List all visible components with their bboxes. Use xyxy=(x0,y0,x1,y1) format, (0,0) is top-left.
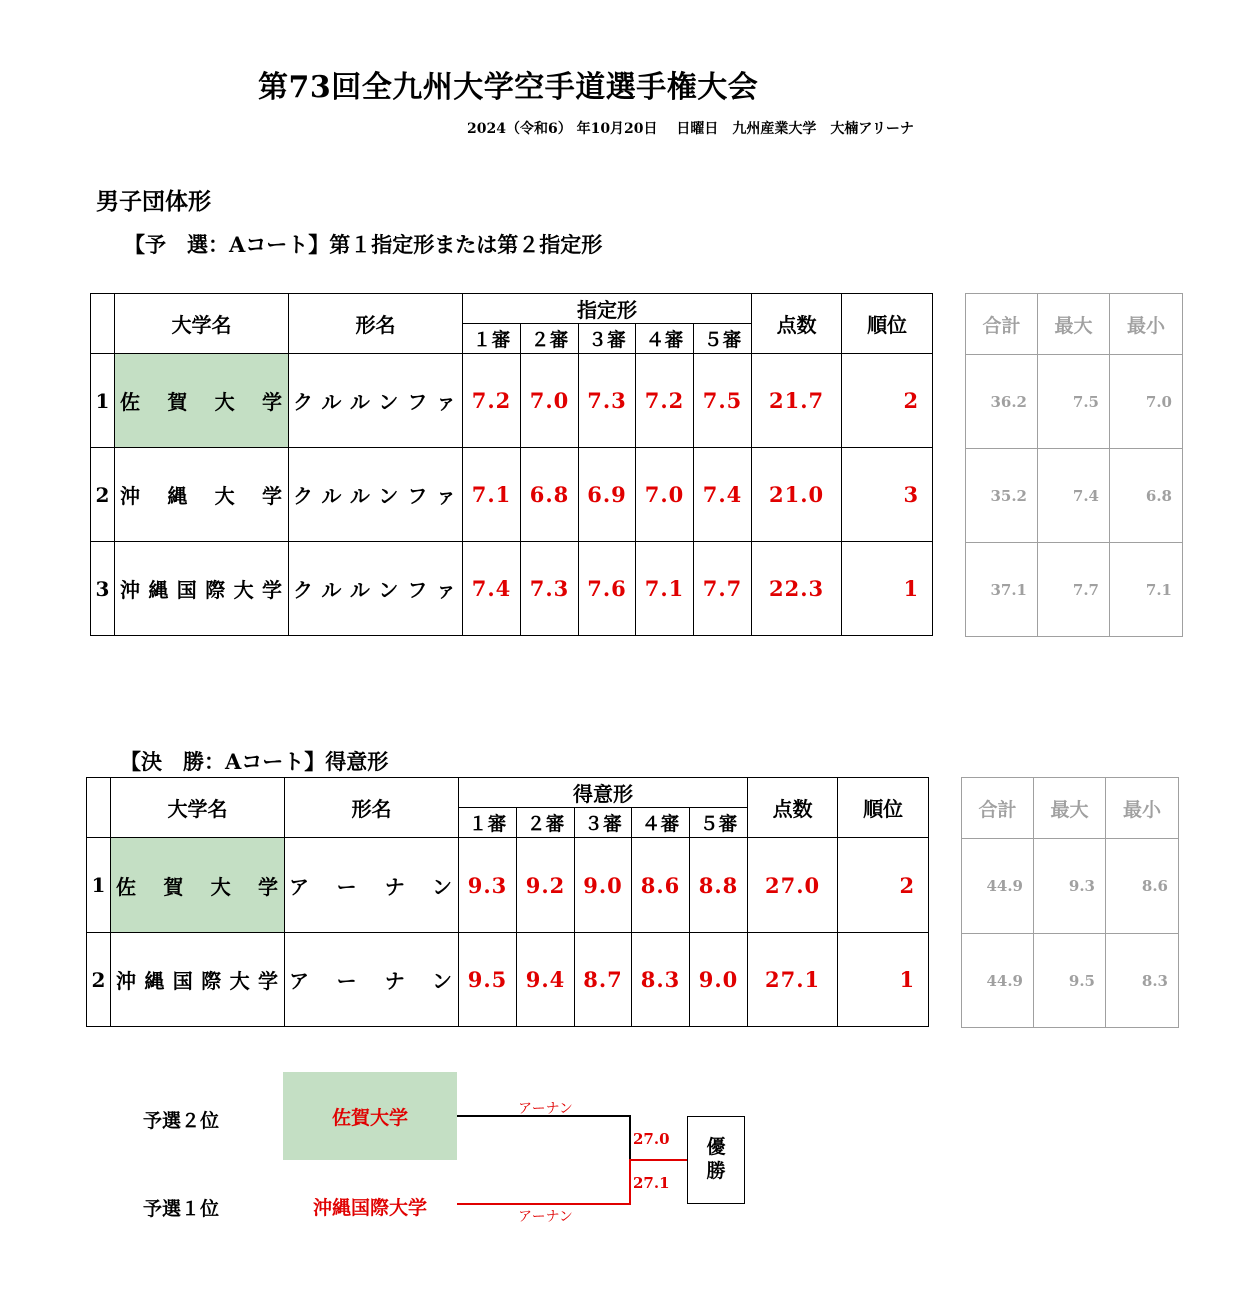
kata-name: クルルンファ xyxy=(289,448,463,542)
stat-min: 7.0 xyxy=(1110,355,1183,449)
stat-sum: 44.9 xyxy=(962,934,1034,1028)
row-number: 2 xyxy=(91,448,115,542)
header-points: 点数 xyxy=(748,778,838,838)
table-row xyxy=(87,838,929,933)
stat-max: 9.3 xyxy=(1034,839,1106,934)
prelim-heading: 【予 選：Aコート】第１指定形または第２指定形 xyxy=(124,232,603,257)
final-results-table xyxy=(86,777,929,1027)
judge-score: 9.0 xyxy=(575,838,632,933)
header-judge-3: ３審 xyxy=(579,324,636,354)
judge-score: 9.5 xyxy=(459,933,517,1027)
bracket-bottom-line xyxy=(457,1203,630,1205)
header-university: 大学名 xyxy=(115,294,289,354)
stat-min: 7.1 xyxy=(1110,543,1183,637)
final-stats-table xyxy=(961,777,1179,1028)
bracket-top-team: 佐賀大学 xyxy=(331,1106,408,1129)
table-row xyxy=(91,448,933,542)
judge-score: 7.3 xyxy=(521,542,579,636)
kata-name: クルルンファ xyxy=(289,542,463,636)
judge-score: 9.2 xyxy=(517,838,575,933)
table-row xyxy=(91,354,933,448)
stat-header-min: 最小 xyxy=(1106,778,1179,839)
row-number: 1 xyxy=(91,354,115,448)
judge-score: 8.7 xyxy=(575,933,632,1027)
total-points: 27.0 xyxy=(748,838,838,933)
kata-name: クルルンファ xyxy=(289,354,463,448)
judge-score: 9.3 xyxy=(459,838,517,933)
prelim-stats-table xyxy=(965,293,1183,637)
judge-score: 6.9 xyxy=(579,448,636,542)
rank: 3 xyxy=(842,448,933,542)
stat-header-sum: 合計 xyxy=(966,294,1038,355)
stat-max: 7.4 xyxy=(1038,449,1110,543)
header-rank: 順位 xyxy=(842,294,933,354)
header-group: 指定形 xyxy=(463,294,752,324)
bracket-top-kata: アーナン xyxy=(518,1101,573,1117)
header-judge-1: １審 xyxy=(459,808,517,838)
header-judge-4: ４審 xyxy=(632,808,690,838)
judge-score: 7.7 xyxy=(694,542,752,636)
judge-score: 8.8 xyxy=(690,838,748,933)
bracket-bottom-kata: アーナン xyxy=(518,1209,573,1225)
row-number: 1 xyxy=(87,838,111,933)
judge-score: 7.1 xyxy=(463,448,521,542)
stat-header-min: 最小 xyxy=(1110,294,1183,355)
final-heading: 【決 勝：Aコート】得意形 xyxy=(120,749,389,774)
bracket-bottom-team: 沖縄国際大学 xyxy=(312,1196,427,1219)
stat-header-sum: 合計 xyxy=(962,778,1034,839)
total-points: 22.3 xyxy=(752,542,842,636)
total-points: 21.7 xyxy=(752,354,842,448)
stat-min: 8.6 xyxy=(1106,839,1179,934)
page-title: 第73回全九州大学空手道選手権大会 xyxy=(258,70,759,105)
header-judge-3: ３審 xyxy=(575,808,632,838)
judge-score: 7.0 xyxy=(636,448,694,542)
header-group: 得意形 xyxy=(459,778,748,808)
judge-score: 7.0 xyxy=(521,354,579,448)
header-no xyxy=(87,778,111,838)
prelim-results-table xyxy=(90,293,933,636)
header-judge-2: ２審 xyxy=(517,808,575,838)
bracket-top-team-box xyxy=(283,1072,457,1160)
stat-header-max: 最大 xyxy=(1034,778,1106,839)
rank: 2 xyxy=(838,838,929,933)
stat-sum: 37.1 xyxy=(966,543,1038,637)
university-name: 沖縄国際大学 xyxy=(111,933,285,1027)
university-name: 沖縄国際大学 xyxy=(115,542,289,636)
winner-box xyxy=(687,1116,745,1204)
table-row xyxy=(966,355,1183,449)
university-name: 佐賀大学 xyxy=(111,838,285,933)
header-judge-2: ２審 xyxy=(521,324,579,354)
stat-sum: 35.2 xyxy=(966,449,1038,543)
judge-score: 8.6 xyxy=(632,838,690,933)
stat-sum: 36.2 xyxy=(966,355,1038,449)
winner-label-1: 優 xyxy=(706,1136,726,1159)
table-row xyxy=(962,839,1179,934)
judge-score: 9.4 xyxy=(517,933,575,1027)
bracket-bottom-seed-label: 予選１位 xyxy=(143,1198,220,1220)
table-row xyxy=(91,542,933,636)
judge-score: 7.4 xyxy=(463,542,521,636)
bracket-top-seed-label: 予選２位 xyxy=(143,1110,220,1132)
judge-score: 8.3 xyxy=(632,933,690,1027)
winner-label-2: 勝 xyxy=(706,1160,726,1182)
row-number: 3 xyxy=(91,542,115,636)
bracket-top-riser xyxy=(629,1115,631,1161)
section-title: 男子団体形 xyxy=(96,188,211,215)
judge-score: 7.1 xyxy=(636,542,694,636)
header-judge-4: ４審 xyxy=(636,324,694,354)
rank: 1 xyxy=(842,542,933,636)
bracket-bottom-team-box xyxy=(283,1160,457,1252)
bracket-bottom-riser xyxy=(629,1160,631,1205)
judge-score: 7.4 xyxy=(694,448,752,542)
judge-score: 7.2 xyxy=(463,354,521,448)
header-university: 大学名 xyxy=(111,778,285,838)
judge-score: 7.5 xyxy=(694,354,752,448)
stat-max: 7.7 xyxy=(1038,543,1110,637)
bracket-winner-connector xyxy=(629,1159,687,1161)
rank: 2 xyxy=(842,354,933,448)
header-rank: 順位 xyxy=(838,778,929,838)
table-row xyxy=(87,933,929,1027)
stat-min: 8.3 xyxy=(1106,934,1179,1028)
stat-header-max: 最大 xyxy=(1038,294,1110,355)
rank: 1 xyxy=(838,933,929,1027)
header-no xyxy=(91,294,115,354)
judge-score: 7.6 xyxy=(579,542,636,636)
header-judge-5: ５審 xyxy=(694,324,752,354)
table-row xyxy=(962,934,1179,1028)
judge-score: 9.0 xyxy=(690,933,748,1027)
judge-score: 6.8 xyxy=(521,448,579,542)
university-name: 沖縄大学 xyxy=(115,448,289,542)
bracket-bottom-score: 27.1 xyxy=(633,1174,670,1192)
judge-score: 7.3 xyxy=(579,354,636,448)
stat-sum: 44.9 xyxy=(962,839,1034,934)
table-row xyxy=(966,543,1183,637)
kata-name: アーナン xyxy=(285,933,459,1027)
total-points: 21.0 xyxy=(752,448,842,542)
table-row xyxy=(966,449,1183,543)
stat-min: 6.8 xyxy=(1110,449,1183,543)
row-number: 2 xyxy=(87,933,111,1027)
stat-max: 7.5 xyxy=(1038,355,1110,449)
header-judge-5: ５審 xyxy=(690,808,748,838)
header-points: 点数 xyxy=(752,294,842,354)
kata-name: アーナン xyxy=(285,838,459,933)
header-judge-1: １審 xyxy=(463,324,521,354)
header-kata: 形名 xyxy=(289,294,463,354)
total-points: 27.1 xyxy=(748,933,838,1027)
bracket-top-score: 27.0 xyxy=(633,1130,670,1148)
event-details: 2024（令和6） 年10月20日 日曜日 九州産業大学 大楠アリーナ xyxy=(467,121,914,137)
header-kata: 形名 xyxy=(285,778,459,838)
judge-score: 7.2 xyxy=(636,354,694,448)
stat-max: 9.5 xyxy=(1034,934,1106,1028)
university-name: 佐賀大学 xyxy=(115,354,289,448)
